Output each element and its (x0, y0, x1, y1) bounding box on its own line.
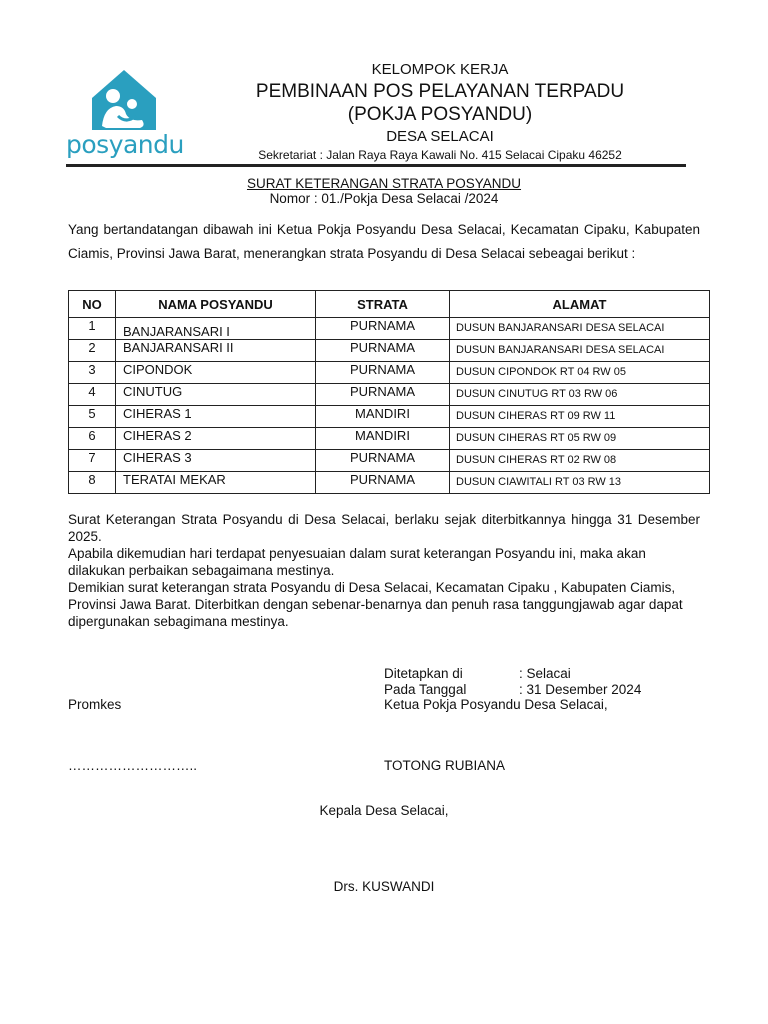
validity-paragraph: Surat Keterangan Strata Posyandu di Desa Selacai, berlaku sejak diterbitkannya hingga 31 Desember 2025. (68, 512, 700, 544)
cell-no: 7 (69, 450, 116, 472)
cell-no: 6 (69, 428, 116, 450)
letter-number: Nomor : 01./Pokja Desa Selacai /2024 (269, 191, 499, 206)
table-row (69, 450, 710, 472)
header-divider (66, 164, 686, 167)
table-row (69, 318, 710, 340)
cell-alamat: DUSUN CIHERAS RT 09 RW 11 (450, 406, 710, 428)
cell-no: 2 (69, 340, 116, 362)
cell-alamat: DUSUN BANJARANSARI DESA SELACAI (450, 340, 710, 362)
cell-nama: CIHERAS 2 (116, 428, 316, 450)
cell-no: 8 (69, 472, 116, 494)
closing-paragraph: Demikian surat keterangan strata Posyandu di Desa Selacai, Kecamatan Cipaku , Kabupaten Ciamis, Provinsi Jawa Barat. Diterbitkan dengan sebenar-benarnya dan penuh rasa tanggungjawab agar dapat dipergunakan sebagimana mestinya. (68, 580, 683, 629)
cell-nama: CINUTUG (116, 384, 316, 406)
promkes-signature-line: ……………………….. (68, 758, 198, 773)
header-line-3: (POKJA POSYANDU) (347, 104, 533, 125)
letter-title: SURAT KETERANGAN STRATA POSYANDU (246, 176, 522, 191)
posyandu-table (68, 290, 710, 494)
table-header-row (69, 291, 710, 318)
cell-alamat: DUSUN BANJARANSARI DESA SELACAI (450, 318, 710, 340)
promkes-label: Promkes (68, 697, 122, 712)
cell-strata: PURNAMA (316, 450, 450, 472)
cell-strata: PURNAMA (316, 472, 450, 494)
cell-strata: MANDIRI (316, 428, 450, 450)
header-address: Sekretariat : Jalan Raya Raya Kawali No. 415 Selacai Cipaku 46252 (258, 148, 622, 162)
cell-alamat: DUSUN CIHERAS RT 02 RW 08 (450, 450, 710, 472)
revision-paragraph: Apabila dikemudian hari terdapat penyesuaian dalam surat keterangan Posyandu ini, maka akan dilakukan perbaikan sebagaimana mestinya. (68, 546, 646, 578)
header-line-4: DESA SELACAI (386, 128, 494, 145)
tanggal-label: Pada Tanggal (384, 682, 467, 697)
table-row (69, 406, 710, 428)
house-family-icon (66, 68, 190, 132)
posyandu-logo (66, 68, 190, 164)
cell-no: 4 (69, 384, 116, 406)
column-header-nama: NAMA POSYANDU (116, 291, 316, 318)
cell-nama: BANJARANSARI II (116, 340, 316, 362)
table-row (69, 472, 710, 494)
cell-strata: PURNAMA (316, 340, 450, 362)
letter-intro: Yang bertandatangan dibawah ini Ketua Pokja Posyandu Desa Selacai, Kecamatan Cipaku, Kabupaten Ciamis, Provinsi Jawa Barat, menerangkan strata Posyandu di Desa Selacai sebeagai berikut : (68, 222, 700, 261)
cell-alamat: DUSUN CIAWITALI RT 03 RW 13 (450, 472, 710, 494)
table-row (69, 384, 710, 406)
table-row (69, 428, 710, 450)
cell-strata: PURNAMA (316, 318, 450, 340)
cell-alamat: DUSUN CIHERAS RT 05 RW 09 (450, 428, 710, 450)
cell-no: 5 (69, 406, 116, 428)
ketua-name: TOTONG RUBIANA (384, 758, 506, 773)
cell-nama: CIHERAS 1 (116, 406, 316, 428)
table-row (69, 362, 710, 384)
cell-nama: CIPONDOK (116, 362, 316, 384)
ketua-title: Ketua Pokja Posyandu Desa Selacai, (384, 697, 608, 712)
kades-title: Kepala Desa Selacai, (319, 803, 449, 818)
tanggal-value: : 31 Desember 2024 (519, 682, 642, 697)
ditetapkan-value: : Selacai (519, 666, 571, 681)
cell-alamat: DUSUN CIPONDOK RT 04 RW 05 (450, 362, 710, 384)
kades-name: Drs. KUSWANDI (333, 879, 435, 894)
cell-no: 3 (69, 362, 116, 384)
column-header-strata: STRATA (316, 291, 450, 318)
ditetapkan-label: Ditetapkan di (384, 666, 463, 681)
header-line-1: KELOMPOK KERJA (371, 61, 509, 78)
column-header-no: NO (69, 291, 116, 318)
column-header-alamat: ALAMAT (450, 291, 710, 318)
header-line-2: PEMBINAAN POS PELAYANAN TERPADU (255, 81, 625, 102)
cell-strata: MANDIRI (316, 406, 450, 428)
cell-strata: PURNAMA (316, 384, 450, 406)
cell-nama: TERATAI MEKAR (116, 472, 316, 494)
table-row (69, 340, 710, 362)
cell-nama: BANJARANSARI I (116, 318, 316, 340)
cell-no: 1 (69, 318, 116, 340)
cell-alamat: DUSUN CINUTUG RT 03 RW 06 (450, 384, 710, 406)
cell-nama: CIHERAS 3 (116, 450, 316, 472)
cell-strata: PURNAMA (316, 362, 450, 384)
logo-wordmark: posyandu (66, 130, 184, 159)
